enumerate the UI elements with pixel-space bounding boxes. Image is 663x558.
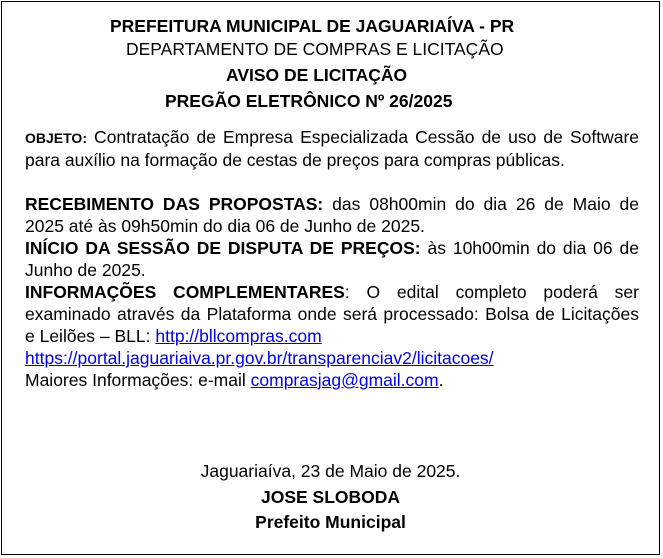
inicio-text: às 10h00min do dia 06 de Junho de 2025. <box>25 238 639 280</box>
footer-name: JOSE SLOBODA <box>260 487 401 507</box>
notice-box <box>1 1 660 555</box>
objeto-label: OBJETO: <box>25 130 87 146</box>
objeto-paragraph <box>25 126 639 171</box>
maiores-suffix: . <box>438 370 444 390</box>
portal-link[interactable]: https://portal.jaguariaiva.pr.gov.br/transparenciav2/licitacoes/ <box>25 348 494 368</box>
inicio-label: INÍCIO DA SESSÃO DE DISPUTA DE PREÇOS: <box>25 238 421 258</box>
recebimento-paragraph <box>25 193 639 237</box>
objeto-text: Contratação de Empresa Especializada Cessão de uso de Software para auxílio na formação de cestas de preços para compras públicas. <box>25 127 639 170</box>
header-auction-number: PREGÃO ELETRÔNICO Nº 26/2025 <box>165 91 453 111</box>
header-notice-title: AVISO DE LICITAÇÃO <box>226 65 408 85</box>
informacoes-label: INFORMAÇÕES COMPLEMENTARES <box>25 282 345 302</box>
inicio-paragraph <box>25 237 639 281</box>
bll-link[interactable]: http://bllcompras.com <box>155 326 322 346</box>
notice-body <box>25 126 639 391</box>
header-department: DEPARTAMENTO DE COMPRAS E LICITAÇÃO <box>126 39 504 59</box>
recebimento-label: RECEBIMENTO DAS PROPOSTAS: <box>25 194 324 214</box>
footer-title: Prefeito Municipal <box>255 512 406 532</box>
maiores-prefix: Maiores Informações: e-mail <box>25 370 251 390</box>
recebimento-text: das 08h00min do dia 26 de Maio de 2025 até às 09h50min do dia 06 de Junho de 2025. <box>25 194 639 236</box>
email-link[interactable]: comprasjag@gmail.com <box>250 370 439 390</box>
informacoes-text: : O edital completo poderá ser examinado através da Plataforma onde será processado: Bolsa de Licitações e Leilões – BLL: <box>25 282 639 346</box>
informacoes-paragraph <box>25 281 639 391</box>
header-municipality: PREFEITURA MUNICIPAL DE JAGUARIAÍVA - PR <box>110 16 515 36</box>
footer-date: Jaguariaíva, 23 de Maio de 2025. <box>200 461 461 481</box>
